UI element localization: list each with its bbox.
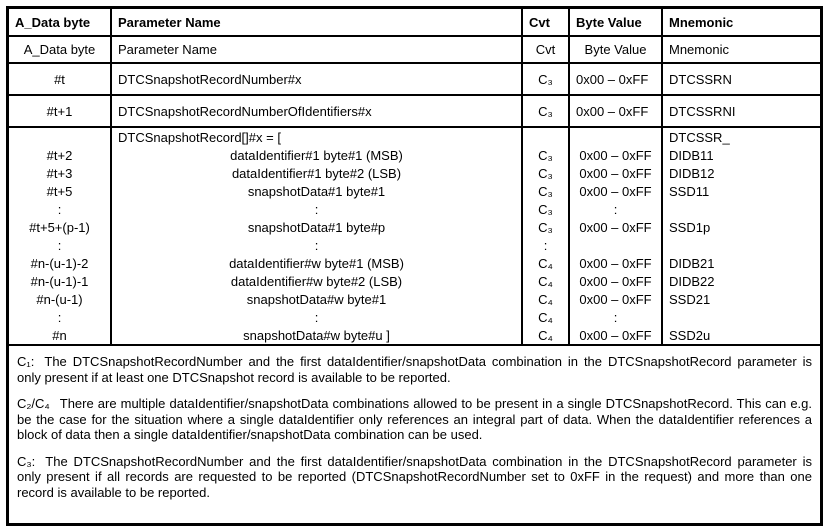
block-cell-value bbox=[570, 236, 663, 254]
block-cell-cvt: C₄ bbox=[523, 254, 570, 272]
table-header-row bbox=[9, 9, 820, 37]
footnote-label: C₃: bbox=[17, 453, 36, 469]
header-cell-parameter-name: Parameter Name bbox=[112, 9, 523, 35]
block-cell-param: : bbox=[112, 236, 523, 254]
block-cell-mnemonic: SSD2u bbox=[669, 327, 711, 343]
block-cell-byte: : bbox=[9, 236, 112, 254]
footnote-text: There are multiple dataIdentifier/snapshotData combinations allowed to be present in a single DTCSnapshotRecord. This can e.g. be the case for the situation where a single dataIdentifier only references an integral part of data. When the dataIdentifier references a block of data then a single dataIdentifier/snapshotData combination can be used. bbox=[17, 396, 812, 442]
block-cell-byte bbox=[9, 128, 112, 146]
table-subheader-row bbox=[9, 37, 820, 64]
header-cell-byte-value: Byte Value bbox=[570, 9, 663, 35]
footnote-c1 bbox=[17, 354, 812, 385]
cell-value: 0x00 – 0xFF bbox=[570, 64, 663, 94]
block-cell-value: : bbox=[570, 308, 663, 326]
block-cell-cvt: C₃ bbox=[523, 164, 570, 182]
block-cell-mnemonic: SSD11 bbox=[669, 183, 710, 199]
footnote-text: The DTCSnapshotRecordNumber and the first dataIdentifier/snapshotData combination in the DTCSnapshotRecord parameter is only present if at least one DTCSnapshot record is available to be reported. bbox=[17, 354, 812, 385]
block-cell-cvt: C₃ bbox=[523, 218, 570, 236]
block-cell-mnemonic bbox=[663, 236, 820, 254]
table-row bbox=[9, 96, 820, 128]
block-cell-mnemonic bbox=[663, 308, 820, 326]
block-cell-mnemonic: SSD1p bbox=[669, 219, 711, 235]
cell-byte: #t bbox=[9, 64, 112, 94]
block-cell-cvt: C₄ bbox=[523, 308, 570, 326]
block-cell-param: : bbox=[112, 200, 523, 218]
block-cell-byte: #n-(u-1)-1 bbox=[9, 272, 112, 290]
block-cell-byte: #t+2 bbox=[9, 146, 112, 164]
block-cell-param: dataIdentifier#w byte#1 (MSB) bbox=[112, 254, 523, 272]
subheader-cell-parameter-name: Parameter Name bbox=[112, 37, 523, 62]
block-cell-cvt bbox=[523, 128, 570, 146]
block-cell-byte: #t+5+(p-1) bbox=[9, 218, 112, 236]
block-cell-mnemonic: DIDB11 bbox=[669, 147, 714, 163]
cell-byte: #t+1 bbox=[9, 96, 112, 126]
block-cell-mnemonic: SSD21 bbox=[669, 291, 711, 307]
block-cell-param: DTCSnapshotRecord[]#x = [ bbox=[112, 128, 523, 146]
block-cell-byte: #t+5 bbox=[9, 182, 112, 200]
block-cell-cvt: C₄ bbox=[523, 272, 570, 290]
block-cell-byte: : bbox=[9, 200, 112, 218]
block-cell-value bbox=[570, 128, 663, 146]
subheader-cell-cvt: Cvt bbox=[523, 37, 570, 62]
block-cell-cvt: : bbox=[523, 236, 570, 254]
block-cell-param: snapshotData#1 byte#p bbox=[112, 218, 523, 236]
block-cell-value: 0x00 – 0xFF bbox=[570, 290, 663, 308]
header-cell-mnemonic: Mnemonic bbox=[669, 14, 734, 30]
block-cell-param: dataIdentifier#w byte#2 (LSB) bbox=[112, 272, 523, 290]
block-cell-param: dataIdentifier#1 byte#2 (LSB) bbox=[112, 164, 523, 182]
block-cell-cvt: C₄ bbox=[523, 326, 570, 344]
subheader-cell-mnemonic: Mnemonic bbox=[669, 42, 729, 57]
block-cell-cvt: C₃ bbox=[523, 146, 570, 164]
block-cell-byte: #n-(u-1) bbox=[9, 290, 112, 308]
block-cell-mnemonic: DIDB22 bbox=[669, 273, 715, 289]
block-cell-value: 0x00 – 0xFF bbox=[570, 218, 663, 236]
block-cell-cvt: C₄ bbox=[523, 290, 570, 308]
cell-param: DTCSnapshotRecordNumberOfIdentifiers#x bbox=[112, 96, 523, 126]
block-cell-cvt: C₃ bbox=[523, 200, 570, 218]
block-cell-value: 0x00 – 0xFF bbox=[570, 272, 663, 290]
footnote-label: C₁: bbox=[17, 354, 35, 369]
footnotes-section bbox=[9, 346, 820, 523]
block-cell-value: 0x00 – 0xFF bbox=[570, 182, 663, 200]
footnote-label: C₂/C₄ bbox=[17, 396, 50, 411]
table-row bbox=[9, 64, 820, 96]
cell-cvt: C₃ bbox=[523, 96, 570, 126]
subheader-cell-byte-value: Byte Value bbox=[570, 37, 663, 62]
block-cell-byte: : bbox=[9, 308, 112, 326]
subheader-cell-a-data-byte: A_Data byte bbox=[9, 37, 112, 62]
cell-cvt: C₃ bbox=[523, 64, 570, 94]
block-cell-mnemonic: DIDB21 bbox=[669, 255, 715, 271]
cell-mnemonic: DTCSSRN bbox=[669, 71, 732, 87]
footnote-c3 bbox=[17, 454, 812, 501]
cell-mnemonic: DTCSSRNI bbox=[669, 103, 736, 119]
block-cell-value: 0x00 – 0xFF bbox=[570, 326, 663, 344]
cell-param: DTCSnapshotRecordNumber#x bbox=[112, 64, 523, 94]
block-cell-byte: #n-(u-1)-2 bbox=[9, 254, 112, 272]
header-cell-cvt: Cvt bbox=[523, 9, 570, 35]
block-cell-param: snapshotData#1 byte#1 bbox=[112, 182, 523, 200]
block-cell-byte: #t+3 bbox=[9, 164, 112, 182]
cell-value: 0x00 – 0xFF bbox=[570, 96, 663, 126]
block-cell-value: 0x00 – 0xFF bbox=[570, 146, 663, 164]
block-cell-mnemonic: DTCSSR_ bbox=[669, 129, 730, 145]
block-cell-byte: #n bbox=[9, 326, 112, 344]
block-cell-value: 0x00 – 0xFF bbox=[570, 254, 663, 272]
footnote-text: The DTCSnapshotRecordNumber and the first dataIdentifier/snapshotData combination in the DTCSnapshotRecord parameter is only present if all records are requested to be reported (DTCSnapshotRecordNumber set to 0xFF in the request) and more than one record is available to be reported. bbox=[17, 453, 812, 500]
block-cell-mnemonic bbox=[663, 200, 820, 218]
header-cell-a-data-byte: A_Data byte bbox=[9, 9, 112, 35]
block-cell-param: snapshotData#w byte#1 bbox=[112, 290, 523, 308]
footnote-c2-c4 bbox=[17, 396, 812, 443]
block-cell-param: snapshotData#w byte#u ] bbox=[112, 326, 523, 344]
block-cell-value: : bbox=[570, 200, 663, 218]
block-cell-param: : bbox=[112, 308, 523, 326]
block-cell-value: 0x00 – 0xFF bbox=[570, 164, 663, 182]
block-cell-param: dataIdentifier#1 byte#1 (MSB) bbox=[112, 146, 523, 164]
block-cell-cvt: C₃ bbox=[523, 182, 570, 200]
snapshot-record-block-row bbox=[9, 128, 820, 346]
block-cell-mnemonic: DIDB12 bbox=[669, 165, 715, 181]
dtc-snapshot-record-table bbox=[6, 6, 823, 526]
